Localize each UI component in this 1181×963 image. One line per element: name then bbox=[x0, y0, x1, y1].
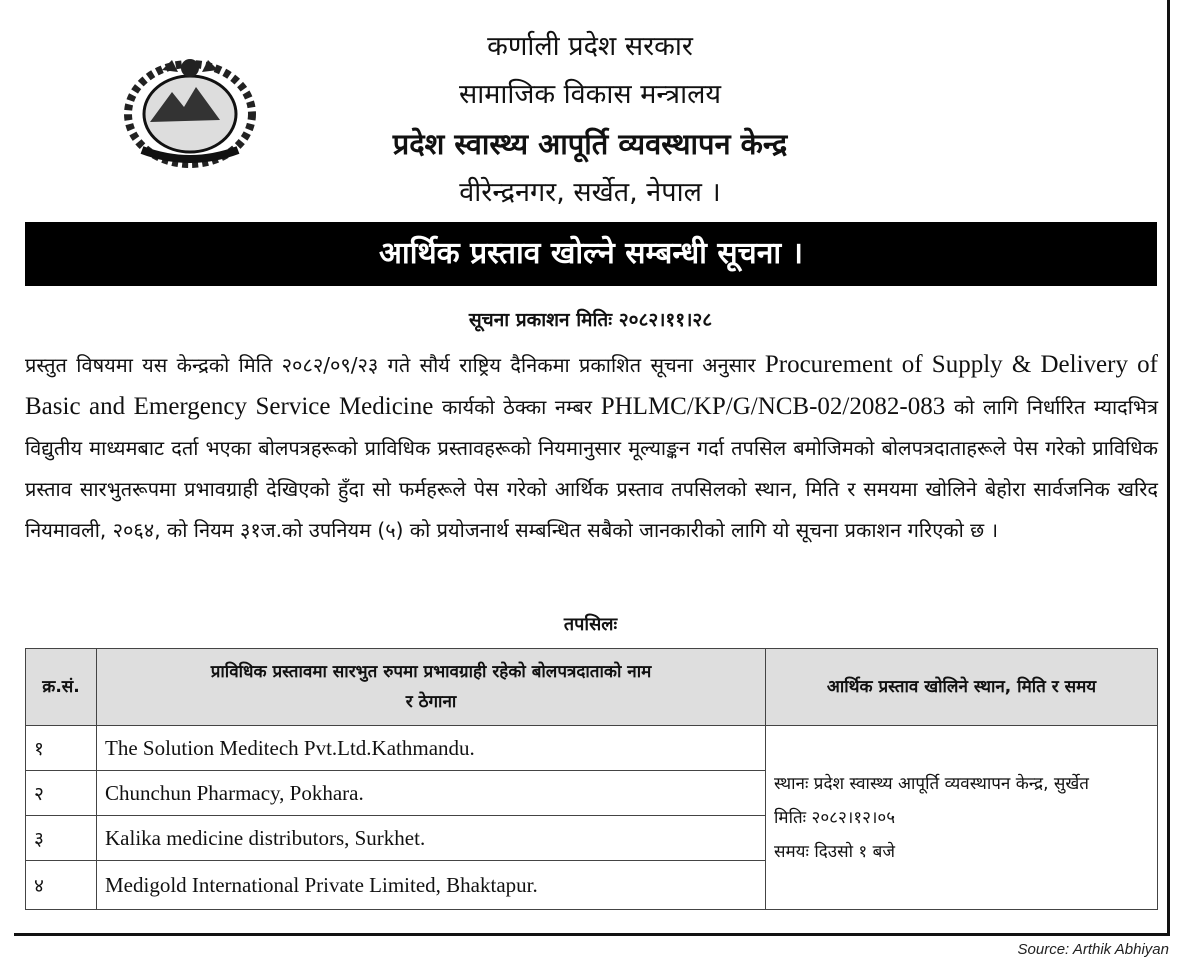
row-serial: २ bbox=[26, 771, 97, 816]
opening-time: समयः दिउसो १ बजे bbox=[774, 841, 895, 862]
row-serial: ३ bbox=[26, 816, 97, 861]
opening-details bbox=[766, 726, 1158, 910]
bidder-table bbox=[25, 648, 1158, 910]
header-opening: आर्थिक प्रस्ताव खोलिने स्थान, मिति र समय bbox=[766, 649, 1158, 726]
project-name: Procurement of Supply & Delivery of Basic and Emergency Service Medicine bbox=[25, 351, 1158, 420]
row-serial: १ bbox=[26, 726, 97, 771]
body-text-2: कार्यको ठेक्का नम्बर bbox=[441, 395, 593, 419]
row-serial: ४ bbox=[26, 861, 97, 910]
schedule-label: तपसिलः bbox=[563, 614, 618, 635]
table-row bbox=[26, 726, 1158, 771]
header-bidder: प्राविधिक प्रस्तावमा सारभुत रुपमा प्रभावग्राही रहेको बोलपत्रदाताको नाम र ठेगाना bbox=[97, 649, 766, 726]
publish-date: सूचना प्रकाशन मितिः २०८२।११।२८ bbox=[468, 309, 713, 331]
body-text-1: प्रस्तुत विषयमा यस केन्द्रको मिति २०८२/०९/२३ गते सौर्य राष्ट्रिय दैनिकमा प्रकाशित सूचना अनुसार bbox=[25, 353, 756, 377]
source-credit: Source: Arthik Abhiyan bbox=[1017, 941, 1169, 958]
table-header-row bbox=[26, 649, 1158, 726]
contract-number: PHLMC/KP/G/NCB-02/2082-083 bbox=[600, 393, 946, 420]
body-text-3: को लागि निर्धारित म्यादभित्र विद्युतीय माध्यमबाट दर्ता भएका बोलपत्रहरूको प्राविधिक प्रस्तावहरूको नियमानुसार मूल्याङ्कन गर्दा तपसिल बमोजिमको बोलपत्रदाताहरूले पेस गरेको प्राविधिक प्रस्ताव सारभुतरूपमा प्रभावग्राही देखिएको हुँदा सो फर्महरूले पेस गरेको आर्थिक प्रस्ताव तपसिलको स्थान, मिति र समयमा खोलिने बेहोरा सार्वजनिक खरिद नियमावली, २०६४, को नियम ३१ज.को उपनियम (५) को प्रयोजनार्थ सम्बन्धित सबैको जानकारीको लागि यो सूचना प्रकाशन गरिएको छ । bbox=[25, 395, 1159, 542]
notice-title: आर्थिक प्रस्ताव खोल्ने सम्बन्धी सूचना । bbox=[25, 222, 1157, 286]
row-bidder-name: Medigold International Private Limited, Bhaktapur. bbox=[97, 861, 766, 910]
row-bidder-name: Chunchun Pharmacy, Pokhara. bbox=[97, 771, 766, 816]
nepal-government-emblem bbox=[122, 52, 258, 168]
header-serial: क्र.सं. bbox=[26, 649, 97, 726]
opening-date: मितिः २०८२।१२।०५ bbox=[774, 807, 896, 828]
office-name: प्रदेश स्वास्थ्य आपूर्ति व्यवस्थापन केन्द्र bbox=[392, 127, 788, 161]
opening-place: स्थानः प्रदेश स्वास्थ्य आपूर्ति व्यवस्थापन केन्द्र, सुर्खेत bbox=[774, 773, 1089, 794]
ministry-name: सामाजिक विकास मन्त्रालय bbox=[458, 79, 722, 110]
row-bidder-name: The Solution Meditech Pvt.Ltd.Kathmandu. bbox=[97, 726, 766, 771]
office-address: वीरेन्द्रनगर, सर्खेत, नेपाल । bbox=[459, 177, 721, 208]
province-government: कर्णाली प्रदेश सरकार bbox=[487, 31, 693, 62]
row-bidder-name: Kalika medicine distributors, Surkhet. bbox=[97, 816, 766, 861]
notice-body bbox=[25, 344, 1158, 551]
